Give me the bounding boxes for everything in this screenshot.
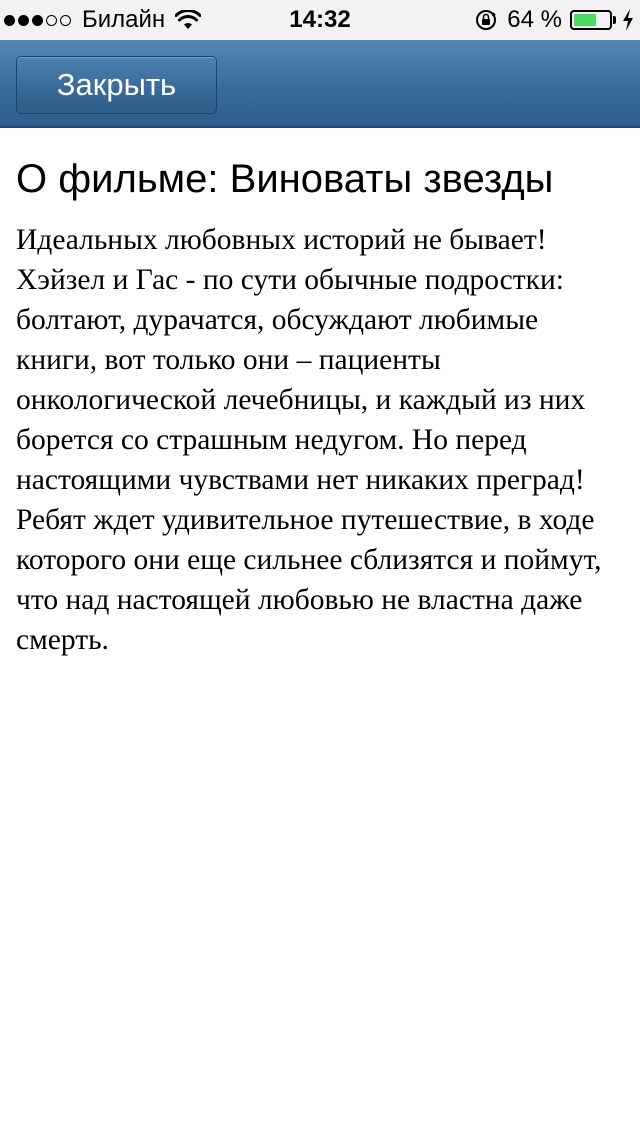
movie-description: Идеальных любовных историй не бывает! Хэйзел и Гас - по сути обычные подростки: болтают, дурачатся, обсуждают любимые книги, вот только они – пациенты онкологической лечебницы, и каждый из них борется со страшным недугом. Но перед настоящими чувствами нет никаких преград! Ребят ждет удивительное путешествие, в ходе которого они еще сильнее сблизятся и поймут, что над настоящей любовью не властна даже смерть. [16, 224, 602, 656]
status-time: 14:32 [289, 6, 351, 33]
status-bar [0, 0, 640, 40]
page-title: О фильме: Виноваты звезды [16, 157, 554, 201]
close-button[interactable]: Закрыть [16, 56, 217, 114]
battery-percent: 64 % [507, 6, 562, 33]
rotation-lock-icon [475, 9, 497, 31]
carrier-name: Билайн [82, 6, 166, 33]
battery-level-fill [574, 14, 596, 26]
nav-bar [0, 40, 640, 128]
battery-tip [613, 16, 616, 24]
charging-icon [622, 9, 634, 31]
battery-icon [570, 10, 612, 30]
status-right [475, 6, 634, 34]
movie-content [16, 150, 624, 660]
